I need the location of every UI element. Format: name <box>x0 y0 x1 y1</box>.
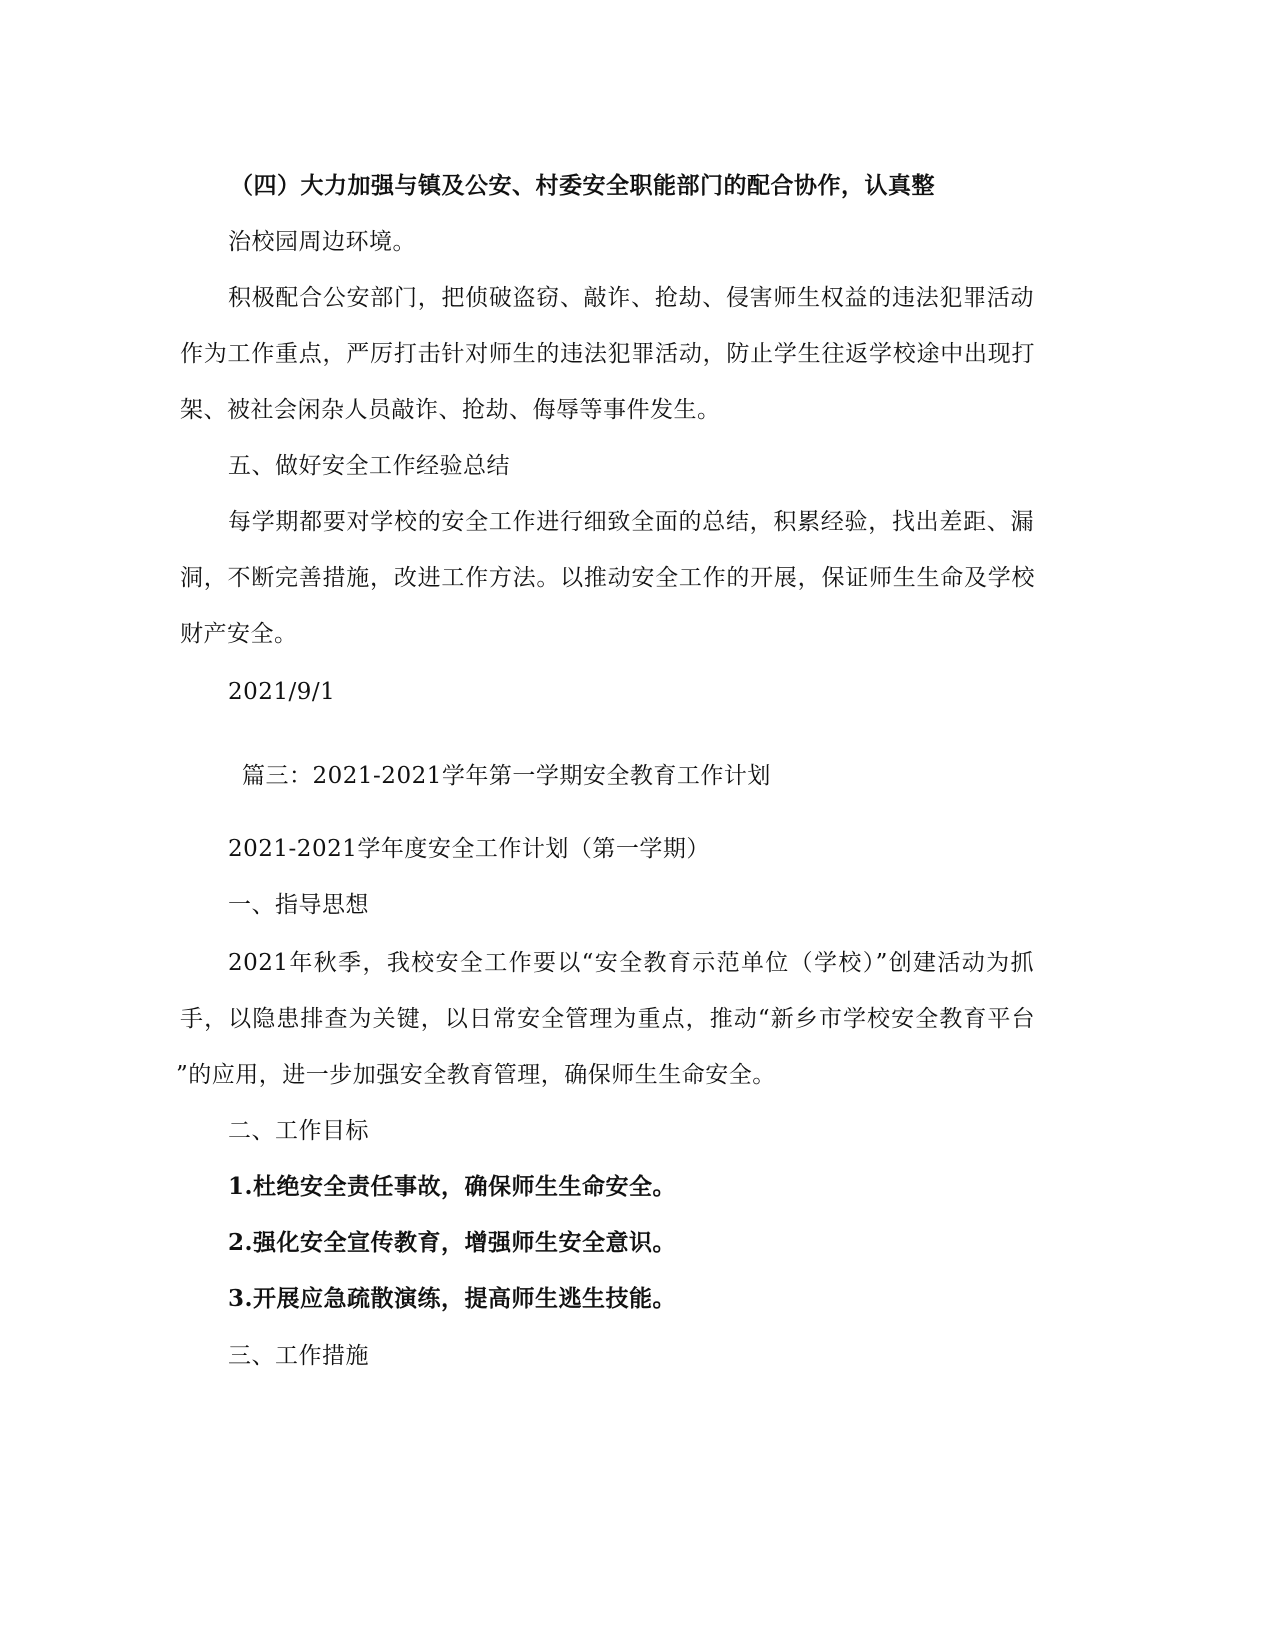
paragraph-line: 每学期都要对学校的安全工作进行细致全面的总结，积累经验，找出差距、漏 <box>228 509 1034 535</box>
heading-guiding-ideology: 一、指导思想 <box>228 892 369 918</box>
paragraph-line: 2021年秋季，我校安全工作要以“安全教育示范单位（学校）”创建活动为抓 <box>228 950 1034 976</box>
plan-title: 2021-2021学年度安全工作计划（第一学期） <box>228 836 710 862</box>
part3-title: 篇三：2021-2021学年第一学期安全教育工作计划 <box>242 763 771 789</box>
paragraph-line: 财产安全。 <box>180 621 298 647</box>
section4-heading: （四）大力加强与镇及公安、村委安全职能部门的配合协作，认真整 <box>230 172 935 199</box>
goal-item: 3.开展应急疏散演练，提高师生逃生技能。 <box>228 1285 677 1312</box>
goal-item: 2.强化安全宣传教育，增强师生安全意识。 <box>228 1229 677 1256</box>
heading-work-measures: 三、工作措施 <box>228 1343 369 1369</box>
paragraph-line: 作为工作重点，严厉打击针对师生的违法犯罪活动，防止学生往返学校途中出现打 <box>180 341 1035 367</box>
section5-heading: 五、做好安全工作经验总结 <box>228 453 510 479</box>
paragraph-line: ”的应用，进一步加强安全教育管理，确保师生生命安全。 <box>176 1062 776 1088</box>
section4-heading-continuation: 治校园周边环境。 <box>228 229 416 255</box>
paragraph-line: 手，以隐患排查为关键，以日常安全管理为重点，推动“新乡市学校安全教育平台 <box>180 1006 1035 1032</box>
heading-work-goals: 二、工作目标 <box>228 1118 369 1144</box>
document-date: 2021/9/1 <box>228 679 336 705</box>
paragraph-line: 洞，不断完善措施，改进工作方法。以推动安全工作的开展，保证师生生命及学校 <box>180 565 1035 591</box>
paragraph-line: 积极配合公安部门，把侦破盗窃、敲诈、抢劫、侵害师生权益的违法犯罪活动 <box>228 285 1034 311</box>
paragraph-line: 架、被社会闲杂人员敲诈、抢劫、侮辱等事件发生。 <box>180 397 721 423</box>
goal-item: 1.杜绝安全责任事故，确保师生生命安全。 <box>228 1173 677 1200</box>
